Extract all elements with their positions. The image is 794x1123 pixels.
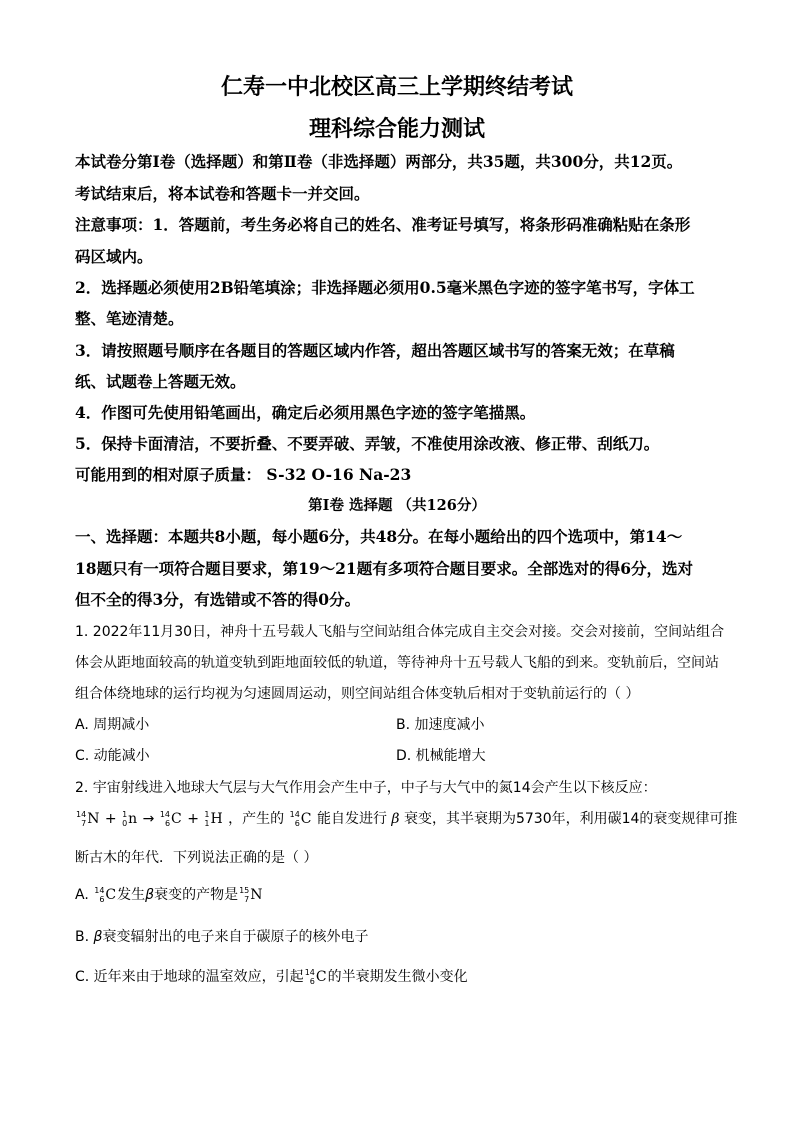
q1-option-c: C. 动能减小 xyxy=(75,748,150,764)
q1-stem-line-2: 体会从距地面较高的轨道变轨到距地面较低的轨道，等待神舟十五号载人飞船的到来。变轨前后，空间站 xyxy=(75,655,719,671)
note-3a: 3．请按照题号顺序在各题目的答题区域内作答，超出答题区域书写的答案无效；在草稿 xyxy=(75,341,675,360)
reaction-text: 能自发进行 xyxy=(316,811,387,827)
note-1a: 注意事项：1．答题前，考生务必将自己的姓名、准考证号填写，将条形码准确粘贴在条形 xyxy=(75,215,691,234)
beta-symbol: β xyxy=(391,811,400,827)
q2-stem-line-3: 断古木的年代．下列说法正确的是（ ） xyxy=(75,850,318,866)
atomic-mass-line: 可能用到的相对原子质量： S-32 O-16 Na-23 xyxy=(75,465,412,484)
note-4: 4．作图可先使用铅笔画出，确定后必须用黑色字迹的签字笔描黑。 xyxy=(75,403,536,422)
q2-option-a: A. 14 6 C发生β衰变的产物是 15 7 N xyxy=(75,886,263,904)
note-2a: 2．选择题必须使用2B铅笔填涂；非选择题必须用0.5毫米黑色字迹的签字笔书写，字体工 xyxy=(75,278,695,297)
nuclide-c14: 14 6 C xyxy=(289,810,312,828)
nuclide-n14: 14 7 N xyxy=(76,810,100,828)
beta-symbol: β xyxy=(145,887,155,903)
q1-option-b: B. 加速度减小 xyxy=(396,717,485,733)
section-instruction-3: 但不全的得3分，有选错或不答的得0分。 xyxy=(75,590,361,609)
reaction-text: 衰变，其半衰期为5730年，利用碳14的衰变规律可推 xyxy=(403,811,738,827)
nuclide-c14: 14 6 C xyxy=(159,810,182,828)
plus-sign: + xyxy=(104,811,117,827)
section-instruction-2: 18题只有一项符合题目要求，第19～21题有多项符合题目要求。全部选对的得6分，选对 xyxy=(75,559,693,578)
q1-stem-line-1: 1. 2022年11月30日，神舟十五号载人飞船与空间站组合体完成自主交会对接。交会对接前，空间站组合 xyxy=(75,624,725,640)
nuclide-c14: 14 6 C xyxy=(304,968,327,986)
section-heading: 第Ⅰ卷 选择题 （共126分） xyxy=(308,497,486,514)
q1-option-d: D. 机械能增大 xyxy=(396,748,486,764)
q2-option-b: B. β衰变辐射出的电子来自于碳原子的核外电子 xyxy=(75,929,369,945)
q2-option-c: C. 近年来由于地球的温室效应，引起 14 6 C的半衰期发生微小变化 xyxy=(75,968,468,986)
note-2b: 整、笔迹清楚。 xyxy=(75,309,184,328)
nuclide-n15: 15 7 N xyxy=(239,886,263,904)
plus-sign: + xyxy=(187,811,199,827)
q2-stem-line-1: 2. 宇宙射线进入地球大气层与大气作用会产生中子，中子与大气中的氮14会产生以下核反应： xyxy=(75,780,657,796)
q1-stem-line-3: 组合体绕地球的运行均视为匀速圆周运动，则空间站组合体变轨后相对于变轨前运行的（ ） xyxy=(75,686,640,702)
arrow: → xyxy=(142,811,155,827)
exam-subtitle: 理科综合能力测试 xyxy=(308,116,485,142)
beta-symbol: β xyxy=(93,929,103,945)
note-3b: 纸、试题卷上答题无效。 xyxy=(75,372,246,391)
nuclide-neutron: 1 0 n xyxy=(122,810,138,828)
nuclide-h1: 1 1 H xyxy=(204,810,223,828)
q1-option-a: A. 周期减小 xyxy=(75,717,150,733)
section-instruction-1: 一、选择题：本题共8小题，每小题6分，共48分。在每小题给出的四个选项中，第14～ xyxy=(75,527,683,546)
intro-line-1: 本试卷分第Ⅰ卷（选择题）和第Ⅱ卷（非选择题）两部分，共35题，共300分，共12页。 xyxy=(75,152,683,171)
reaction-text: ，产生的 xyxy=(228,811,285,827)
note-5: 5．保持卡面清洁，不要折叠、不要弄破、弄皱，不准使用涂改液、修正带、刮纸刀。 xyxy=(75,434,660,453)
exam-title: 仁寿一中北校区高三上学期终结考试 xyxy=(220,74,573,100)
note-1b: 码区域内。 xyxy=(75,247,153,266)
q2-reaction-line xyxy=(75,808,738,828)
nuclide-c14: 14 6 C xyxy=(94,886,117,904)
intro-line-2: 考试结束后，将本试卷和答题卡一并交回。 xyxy=(75,184,370,203)
